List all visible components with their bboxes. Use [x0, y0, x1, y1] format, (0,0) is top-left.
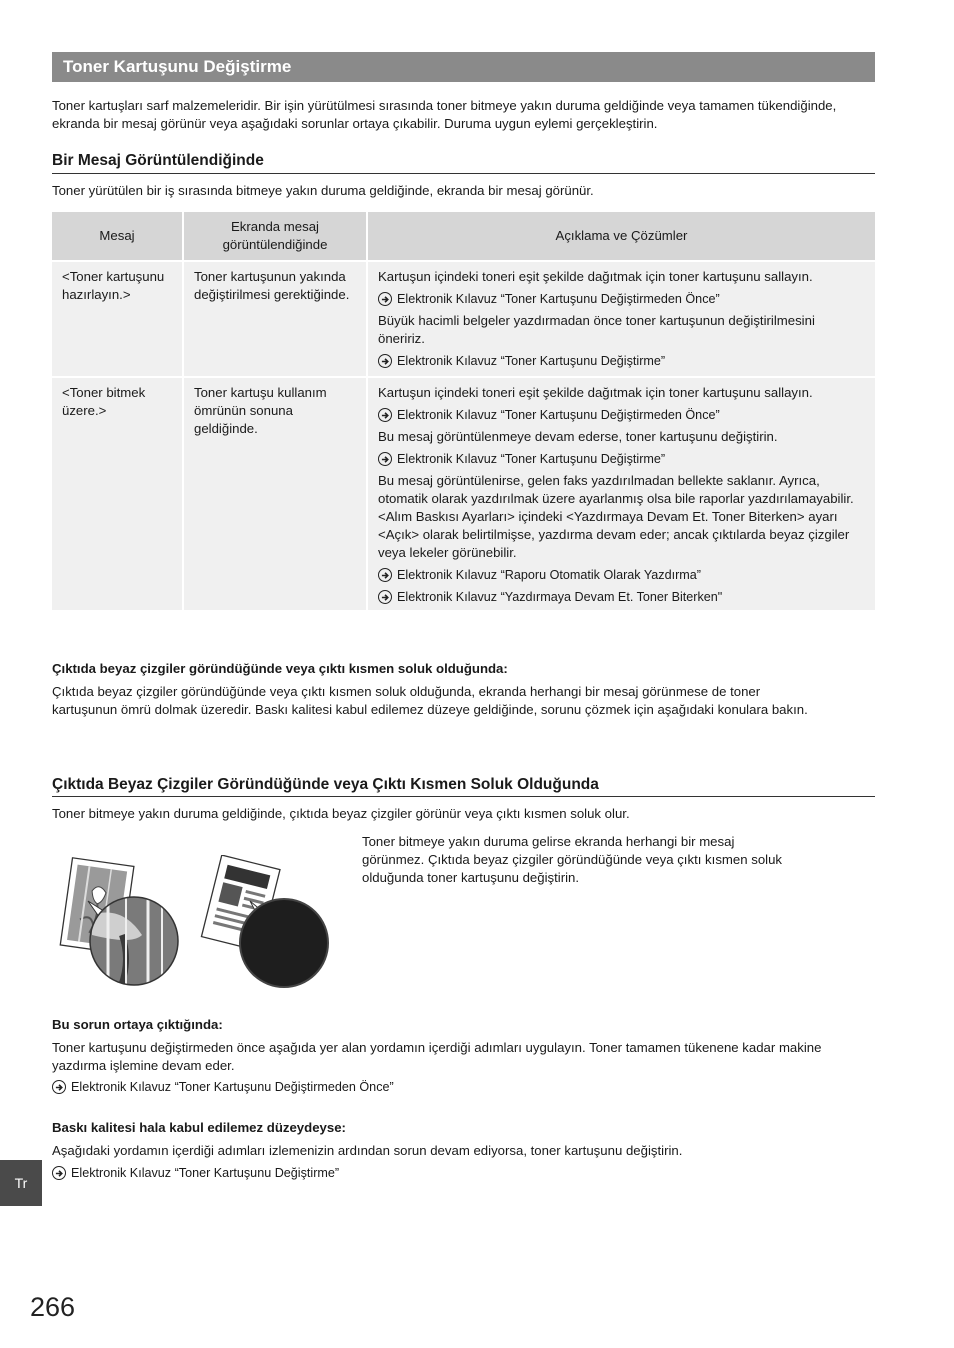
manual-reference — [52, 1164, 339, 1182]
intro-text: Toner kartuşları sarf malzemeleridir. Bir işin yürütülmesi sırasında toner bitmeye yakın duruma geldiğinde veya tamamen tükendiğinde, ekranda bir mesaj görünür veya aşağıdaki sorunlar ortaya çıkabilir. Duruma uygun eylemi gerçekleştirin. — [52, 98, 837, 131]
solution-text: Bu mesaj görüntülenirse, gelen faks yazdırılmadan bellekte saklanır. Ayrıca, otomatik olarak yazdırılmak üzere ayarlanmış olsa bile raporlar yazdırılamayabilir. — [378, 473, 854, 506]
manual-reference — [378, 450, 865, 468]
lines-section-heading: Çıktıda Beyaz Çizgiler Göründüğünde veya Çıktı Kısmen Soluk Olduğunda — [52, 775, 875, 797]
arrow-right-icon — [378, 568, 392, 582]
problem-heading: Bu sorun ortaya çıktığında: — [52, 1017, 223, 1032]
manual-reference-text: Elektronik Kılavuz “Toner Kartuşunu Değiştirme” — [71, 1166, 340, 1180]
note-text: Çıktıda beyaz çizgiler göründüğünde veya çıktı kısmen soluk olduğunda, ekranda herhangi bir mesaj görünmese de toner kartuşunun ömrü dolmak üzeredir. Baskı kalitesi kabul edilemez düzeye geldiğinde, sorunu çözmek için aşağıdaki konulara bakın. — [52, 684, 808, 717]
arrow-right-icon — [378, 354, 392, 368]
solution-text: Bu mesaj görüntülenmeye devam ederse, toner kartuşunu değiştirin. — [378, 429, 778, 444]
quality-text: Aşağıdaki yordamın içerdiği adımları izlemenizin ardından sorun devam ediyorsa, toner kartuşunu değiştirin. — [52, 1143, 683, 1158]
problem-text: Toner kartuşunu değiştirmeden önce aşağıda yer alan yordamın içerdiği adımları uygulayın. Toner tamamen tükenene kadar makine yazdırma işlemine devam eder. — [52, 1040, 822, 1073]
arrow-right-icon — [52, 1080, 66, 1094]
row-when: Toner kartuşu kullanım ömrünün sonuna geldiğinde. — [183, 377, 367, 611]
manual-reference-text: Elektronik Kılavuz “Toner Kartuşunu Değiştirme” — [397, 452, 666, 466]
table-header-message: Mesaj — [52, 212, 183, 261]
table-row — [52, 377, 875, 611]
manual-reference-text: Elektronik Kılavuz “Raporu Otomatik Olarak Yazdırma” — [397, 568, 701, 582]
section-title: Toner Kartuşunu Değiştirme — [52, 52, 875, 82]
manual-reference-text: Elektronik Kılavuz “Toner Kartuşunu Değiştirmeden Önce” — [71, 1080, 394, 1094]
manual-reference-text: Elektronik Kılavuz “Toner Kartuşunu Değiştirmeden Önce” — [397, 408, 720, 422]
arrow-right-icon — [378, 452, 392, 466]
page-number: 266 — [30, 1292, 76, 1322]
manual-reference — [52, 1078, 394, 1096]
print-quality-illustration — [52, 855, 334, 995]
lines-side-text: Toner bitmeye yakın duruma gelirse ekranda herhangi bir mesaj görünmez. Çıktıda beyaz çizgiler göründüğünde veya çıktı kısmen soluk olduğunda toner kartuşunu değiştirin. — [362, 834, 783, 885]
lines-section-desc: Toner bitmeye yakın duruma geldiğinde, çıktıda beyaz çizgiler görünür veya çıktı kısmen soluk olur. — [52, 806, 630, 821]
manual-reference — [378, 352, 865, 370]
row-solutions — [367, 261, 875, 377]
arrow-right-icon — [378, 590, 392, 604]
row-message: <Toner bitmek üzere.> — [52, 377, 183, 611]
manual-reference — [378, 290, 865, 308]
language-tab: Tr — [0, 1160, 42, 1206]
solution-text: <Alım Baskısı Ayarları> içindeki <Yazdırmaya Devam Et. Toner Biterken> ayarı <Açık> olarak belirtilmişse, yazdırma devam eder; ancak çıktılarda beyaz çizgiler veya lekeler görünebilir. — [378, 509, 850, 560]
table-header-solutions: Açıklama ve Çözümler — [367, 212, 875, 261]
solution-text: Büyük hacimli belgeler yazdırmadan önce toner kartuşunun değiştirilmesini öneririz. — [378, 313, 815, 346]
solution-text: Kartuşun içindeki toneri eşit şekilde dağıtmak için toner kartuşunu sallayın. — [378, 385, 813, 400]
manual-reference-text: Elektronik Kılavuz “Yazdırmaya Devam Et. Toner Biterken" — [397, 590, 723, 604]
message-table — [52, 212, 875, 612]
manual-reference — [378, 566, 865, 584]
table-row — [52, 261, 875, 377]
note-heading: Çıktıda beyaz çizgiler göründüğünde veya çıktı kısmen soluk olduğunda: — [52, 661, 508, 676]
solution-text: Kartuşun içindeki toneri eşit şekilde dağıtmak için toner kartuşunu sallayın. — [378, 269, 813, 284]
manual-reference-text: Elektronik Kılavuz “Toner Kartuşunu Değiştirmeden Önce” — [397, 292, 720, 306]
quality-heading: Baskı kalitesi hala kabul edilemez düzeydeyse: — [52, 1120, 346, 1135]
manual-reference — [378, 406, 865, 424]
row-message: <Toner kartuşunu hazırlayın.> — [52, 261, 183, 377]
arrow-right-icon — [378, 408, 392, 422]
manual-reference — [378, 588, 865, 606]
manual-reference-text: Elektronik Kılavuz “Toner Kartuşunu Değiştirme” — [397, 354, 666, 368]
row-solutions — [367, 377, 875, 611]
message-section-desc: Toner yürütülen bir iş sırasında bitmeye yakın duruma geldiğinde, ekranda bir mesaj görünür. — [52, 183, 594, 198]
arrow-right-icon — [378, 292, 392, 306]
row-when: Toner kartuşunun yakında değiştirilmesi gerektiğinde. — [183, 261, 367, 377]
message-section-heading: Bir Mesaj Görüntülendiğinde — [52, 151, 875, 174]
table-header-row — [52, 212, 875, 261]
arrow-right-icon — [52, 1166, 66, 1180]
table-header-when: Ekranda mesaj görüntülendiğinde — [183, 212, 367, 261]
